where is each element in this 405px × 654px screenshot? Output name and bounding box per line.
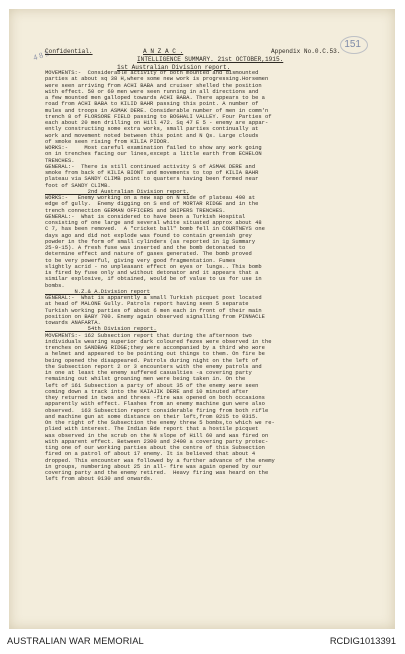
report-line: 2nd Australian Division report. xyxy=(45,187,190,195)
report-line: edge of gully. Enemy digging on S end of MORTAR RIDGE and in the xyxy=(45,200,259,208)
report-line: MOVEMENTS:- Considerable activity of both mounted and dismounted xyxy=(45,69,259,76)
report-line: WORKS:- Enemy working on a new sap on N side of plateau 400 at xyxy=(45,194,256,201)
report-line: a few mounted men galloped towards ACHI BABA. There appears to be a xyxy=(45,94,265,101)
report-line: bombs. xyxy=(45,281,65,289)
report-line: trench 8 of FLORSORE FIELD passing to BOGHALI VALLEY. Four Parties of xyxy=(45,112,272,120)
report-line: ently constructing some extra works, small parties continually at xyxy=(45,125,259,133)
report-line: each about 20 men drilling on Hill 472. Sq 47 E 5 - enemy are appar- xyxy=(45,119,269,126)
report-line: C 7, has been removed. A "cricket ball" bomb fell in COURTNEYS one xyxy=(45,225,265,233)
report-line: GENERAL:- What is apparently a small Turkish picquet post located xyxy=(45,294,262,301)
report-line: were seen arriving from ACHI BABA and cruiser shelled the position xyxy=(45,81,262,89)
report-line: determine effect and nature of gases generated. The bomb proved xyxy=(45,250,252,258)
report-line: position on BABY 700. Enemy again observed signalling from PINNACLE xyxy=(45,312,265,320)
classification: Confidential. xyxy=(45,48,93,55)
report-line: covering party and the enemy retired. Heavy firing was heard on the xyxy=(45,469,269,476)
report-line: GENERAL:- What is considered to have been a Turkish Hospital xyxy=(45,212,246,220)
report-line: smoke from back of KILIA BIONT and movements to top of KILIA BAHR xyxy=(45,169,259,176)
report-line: is fired by fuse only and without detonator and it appears that a xyxy=(45,269,259,276)
report-body xyxy=(45,70,377,483)
report-line: apparently with effect. Flashes from an enemy machine gun were also xyxy=(45,400,265,408)
report-line: at head of MALONE Gully. Patrols report having seen 5 separate xyxy=(45,300,249,308)
report-line: WORKS:- Most careful examination failed to show any work going xyxy=(45,144,262,151)
report-line: parties at about sq 38 H,where some new work is progressing.Horsemen xyxy=(45,75,269,83)
report-line: left of 161 Subsection a party of about 35 of the enemy were seen xyxy=(45,381,259,389)
report-line: towards ANAFARTA. xyxy=(45,319,101,326)
report-line: plied with interest. The Indian Bde report that a hostile picquet xyxy=(45,425,259,433)
report-line: the Subsection report 2 or 3 encounters with the enemy patrols and xyxy=(45,362,262,370)
report-line: dropped. This encounter was followed by a further advance of the enemy xyxy=(45,456,275,464)
report-line: TRENCHES. xyxy=(45,156,75,164)
report-line: work and movement noted between this point and N Qs. Large clouds xyxy=(45,131,259,139)
report-line: to be very powerful, giving very good fragmentation. Fumes xyxy=(45,256,236,264)
document-header xyxy=(45,48,375,71)
report-line: remaining out whilst groaning men were being taken in. On the xyxy=(45,375,246,383)
report-line: Turkish working parties of about 6 men each in front of their main xyxy=(45,306,262,314)
report-line: of smoke seen rising from KILIA PIDOR. xyxy=(45,137,170,145)
summary-title: INTELLIGENCE SUMMARY. 21st OCTOBER,1915. xyxy=(137,56,284,63)
report-line: fired on a patrol of about 17 enemy. It is believed that about 4 xyxy=(45,450,256,458)
report-line: was observed in the scrub on the N slope of Hill 60 and was fired on xyxy=(45,431,269,439)
report-line: consisting of one large and several white situated approx about 48 xyxy=(45,219,262,226)
report-line: plateau via SANDY CLIMB point to quarters having been formed near xyxy=(45,175,259,183)
report-line: ting one of our working parties about the centre of this Subsection xyxy=(45,444,265,451)
report-line: on in trenches facing our lines,except a little earth from ECHELON xyxy=(45,150,262,158)
report-line: in one at least the enemy suffered casualties -a covering party xyxy=(45,369,252,376)
report-line: powder in the form of small cylinders (as reported in 1g Summary xyxy=(45,237,256,245)
report-line: left from about 0130 and onwards. xyxy=(45,475,154,483)
report-line: GENERAL:- There is still continued activity S of ASMAK DERE and xyxy=(45,162,256,170)
archive-name: AUSTRALIAN WAR MEMORIAL xyxy=(7,636,144,646)
report-line: in groups, numbering about 25 in all- fire was again opened by our xyxy=(45,462,262,470)
report-line: On the right of the Subsection the enemy threw 5 bombs,to which we re- xyxy=(45,419,275,426)
report-line: N.Z.& A.Division report xyxy=(45,287,151,295)
report-line: MOVEMENTS:- 162 Subsection report that during the afternoon two xyxy=(45,331,252,339)
report-line: being opened the disappeared. Patrols during night on the left of xyxy=(45,356,259,364)
report-line: 25-9-15). A fresh fuse was inserted and the bomb detonated to xyxy=(45,244,246,251)
report-line: with apparent effect. Between 2300 and 2400 a covering party protec- xyxy=(45,437,269,445)
record-id: RCDIG1013391 xyxy=(329,636,396,646)
report-line: individuals wearing superior dark coloured fezes were observed in the xyxy=(45,337,272,345)
margin-note: 4 8 5 xyxy=(32,48,50,63)
document-page xyxy=(9,9,395,629)
report-line: a helmet and appeared to be pointing out things to them. On fire be xyxy=(45,350,265,358)
archive-footer xyxy=(0,629,405,654)
report-line: mules and troops in ASMAK DERE. Considerable number of men in comm'n xyxy=(45,106,269,114)
report-line: 54th Division report. xyxy=(45,325,157,333)
report-line: days ago and did not explode was found to contain greenish grey xyxy=(45,231,252,239)
report-line: trench connection GERMAN OFFICERS and SNIPERS TRENCHES. xyxy=(45,206,226,214)
appendix-label: Appendix No.0.C.53. xyxy=(271,48,341,55)
report-line: with effect. 50 or 60 men were seen running in all directions and xyxy=(45,87,259,95)
report-line: observed. 163 Subsection report considerable firing from both rifle xyxy=(45,406,269,414)
report-line: trenches on SANDBAG RIDGE;they were accompanied by a third who wore xyxy=(45,344,265,351)
division-heading: 1st Australian Division report. xyxy=(117,63,231,71)
page-number: 151 xyxy=(344,39,361,50)
report-line: similar explosive, if obtained, would be of value to us for use in xyxy=(45,275,262,283)
report-line: road from ACHI BABA to KILID BAHR passing this point. A number of xyxy=(45,100,259,108)
report-line: they returned in twos and threes -fire was opened on both occasions xyxy=(45,394,265,401)
report-line: and machine gun at some distance on their left,from 0215 to 0315. xyxy=(45,412,259,420)
organization: A N Z A C . xyxy=(143,48,184,55)
report-line: slightly acrid - no unpleasant effect on eyes or lungs.. This bomb xyxy=(45,262,262,270)
report-line: foot of SANDY CLIMB. xyxy=(45,181,111,189)
report-line: coming down a track into the KAIAJIK DERE and 10 minuted after xyxy=(45,387,249,395)
